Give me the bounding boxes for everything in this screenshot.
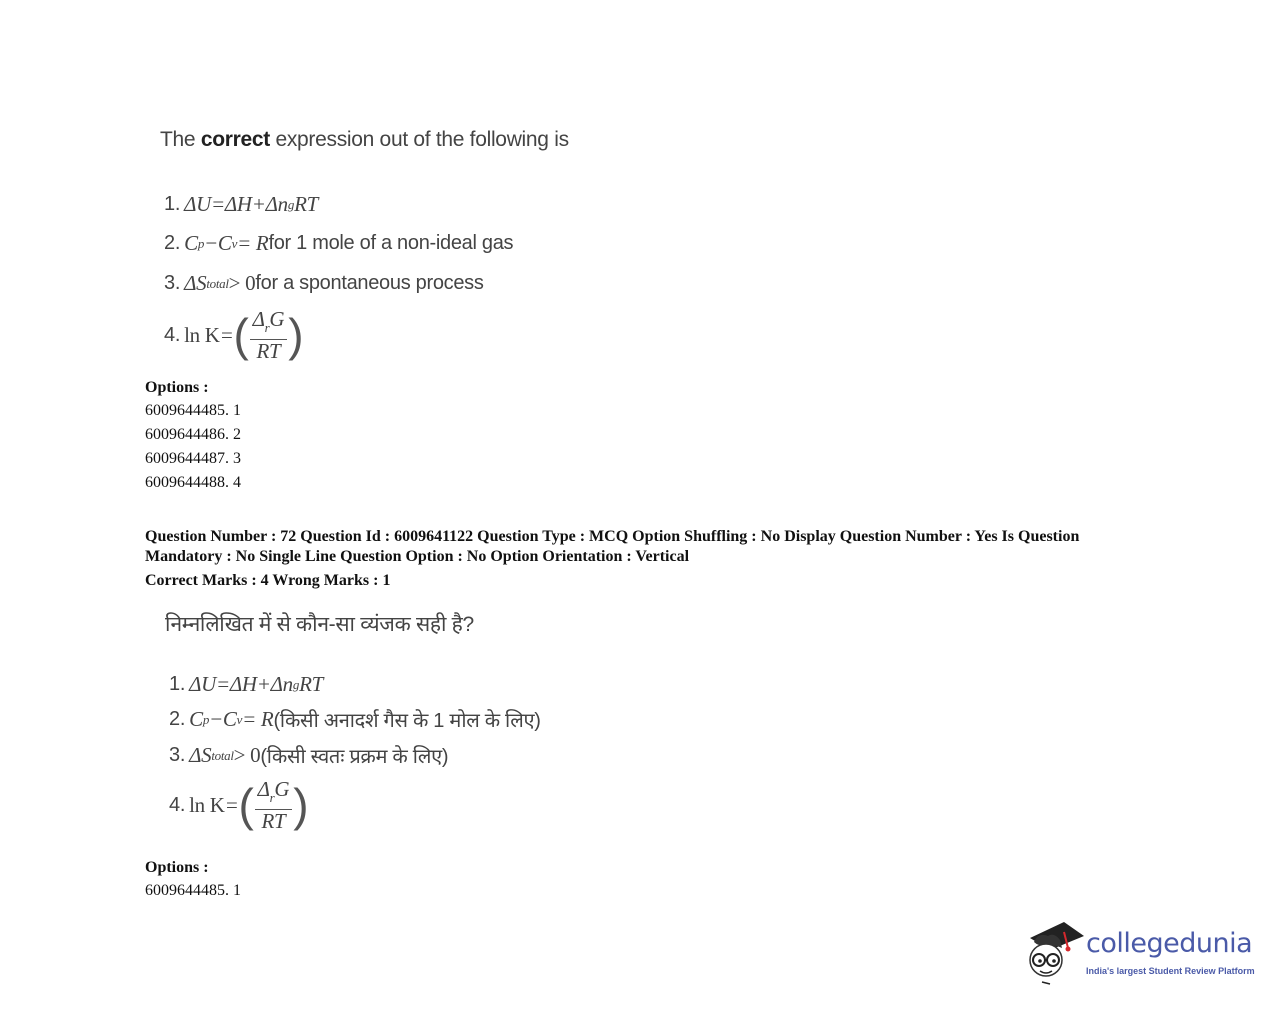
q71-option-id-3: 6009644487. 3: [145, 450, 241, 467]
q72-option-id-1: 6009644485. 1: [145, 882, 241, 899]
fraction: $\frac{\Delta_rG}{RT}$: [250, 308, 288, 362]
q71-option-id-4: 6009644488. 4: [145, 474, 241, 491]
q72-option-3: 3. ΔS total > 0 (किसी स्वतः प्रक्रम के लिए): [169, 743, 449, 768]
stem-bold-word: correct: [200, 128, 270, 151]
logo-tagline: India's largest Student Review Platform: [1086, 966, 1255, 976]
q71-option-2: 2. C p − C v = R for 1 mole of a non-ideal gas: [164, 231, 514, 255]
q71-option-id-2: 6009644486. 2: [145, 426, 241, 443]
question-72-image: [165, 610, 765, 850]
collegedunia-logo: [1024, 918, 1264, 990]
q71-options-label: Options :: [145, 379, 209, 396]
q71-option-4: 4. ln K = ( $\frac{\Delta_rG}{RT}$ ): [164, 307, 304, 363]
q72-option-2: 2. C p − C v = R (किसी अनादर्श गैस के 1 मोल के लिए): [169, 707, 541, 732]
q71-option-3: 3. ΔS total > 0 for a spontaneous process: [164, 271, 484, 295]
question-72-stem: निम्नलिखित में से कौन-सा व्यंजक सही है?: [165, 613, 474, 636]
q71-option-id-1: 6009644485. 1: [145, 402, 241, 419]
q72-option-1: 1. ΔU = ΔH + Δn g RT: [169, 672, 324, 696]
question-71-stem: The correct expression out of the following is: [160, 128, 569, 151]
q72-options-label: Options :: [145, 859, 209, 876]
mascot-icon: [1024, 918, 1086, 990]
logo-brand-text: collegedunia: [1086, 928, 1253, 959]
q72-option-4: 4. ln K = ( $\frac{\Delta_rG}{RT}$ ): [169, 777, 309, 833]
q71-option-1: 1. ΔU = ΔH + Δn g RT: [164, 192, 319, 216]
fraction: $\frac{\Delta_rG}{RT}$: [255, 778, 293, 832]
question-71-image: [160, 128, 760, 368]
question-72-meta: Question Number : 72 Question Id : 6009641122 Question Type : MCQ Option Shuffling : No Display Question Number : Yes Is Question Mandatory : No Single Line Question Option : No Option Orientation : Vertical: [145, 528, 1080, 565]
question-72-marks: Correct Marks : 4 Wrong Marks : 1: [145, 572, 391, 589]
